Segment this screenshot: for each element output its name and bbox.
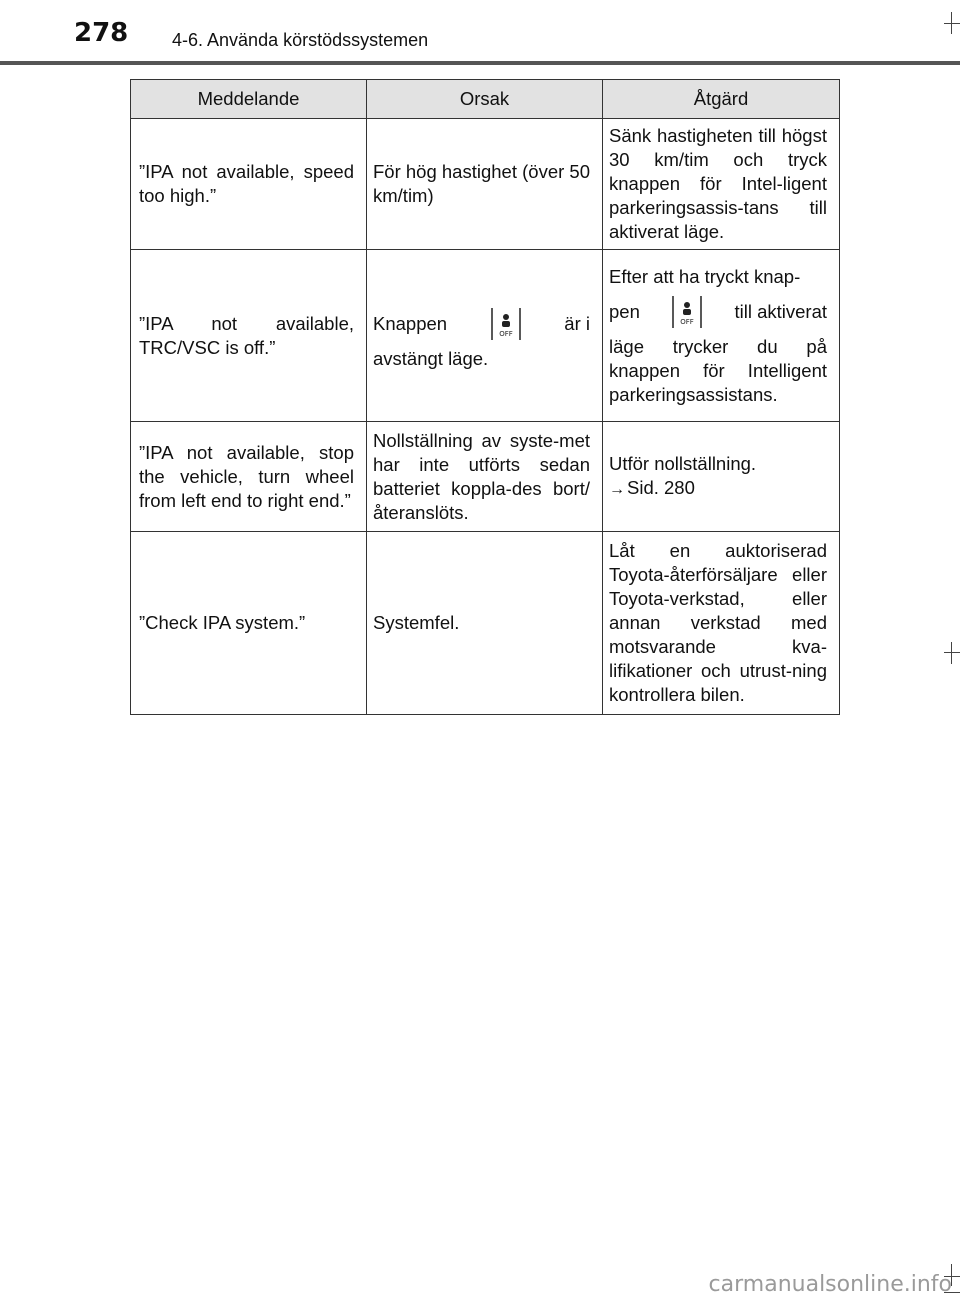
- cause-text-after: är i: [564, 312, 590, 334]
- table-header-row: [131, 80, 840, 119]
- vsc-off-icon: [489, 307, 523, 341]
- action-cell: [603, 250, 840, 422]
- section-title: 4-6. Använda körstödssystemen: [172, 30, 429, 50]
- action-text-line1: Utför nollställning.: [609, 452, 757, 474]
- action-cell: [603, 422, 840, 532]
- message-table: [130, 79, 840, 715]
- svg-text:OFF: OFF: [680, 317, 694, 326]
- cause-text-end: avstängt läge.: [373, 347, 489, 369]
- table-row: [131, 119, 840, 250]
- message-cell: ”IPA not available, speed too high.”: [131, 119, 367, 250]
- cause-cell: Systemfel.: [367, 532, 603, 715]
- action-cell: Låt en auktoriserad Toyota-återförsäljare eller Toyota-verkstad, eller annan verkstad med motsvarande kva-lifikationer och utrust-ning kontrollera bilen.: [603, 532, 840, 715]
- action-text-before: pen: [609, 300, 640, 322]
- action-cell: Sänk hastigheten till högst 30 km/tim och tryck knappen för Intel-ligent parkeringsassis-tans till aktiverat läge.: [603, 119, 840, 250]
- action-text-rest: läge trycker du på knappen för Intelligent parkeringsassistans.: [609, 335, 827, 405]
- cause-text-before: Knappen: [373, 312, 448, 334]
- vsc-off-icon: [670, 295, 704, 329]
- page-reference[interactable]: [609, 476, 827, 502]
- table-row: [131, 422, 840, 532]
- header-rule: [0, 61, 960, 65]
- column-header-action: Åtgärd: [603, 80, 840, 119]
- arrow-right-icon: →: [609, 480, 625, 498]
- page-reference-label: Sid. 280: [627, 476, 695, 498]
- cause-cell: För hög hastighet (över 50 km/tim): [367, 119, 603, 250]
- cause-cell: [367, 250, 603, 422]
- page-number: 278: [74, 18, 129, 48]
- message-cell: ”IPA not available, TRC/VSC is off.”: [131, 250, 367, 422]
- column-header-cause: Orsak: [367, 80, 603, 119]
- table-row: [131, 532, 840, 715]
- message-cell: ”Check IPA system.”: [131, 532, 367, 715]
- watermark: carmanualsonline.info: [708, 1272, 952, 1297]
- svg-text:OFF: OFF: [498, 329, 513, 338]
- action-text-after: till aktiverat: [734, 300, 827, 322]
- cause-cell: Nollställning av syste-met har inte utförts sedan batteriet koppla-des bort/återanslöts.: [367, 422, 603, 532]
- message-cell: ”IPA not available, stop the vehicle, turn wheel from left end to right end.”: [131, 422, 367, 532]
- action-text-line1: Efter att ha tryckt knap-: [609, 265, 801, 287]
- column-header-message: Meddelande: [131, 80, 367, 119]
- table-row: [131, 250, 840, 422]
